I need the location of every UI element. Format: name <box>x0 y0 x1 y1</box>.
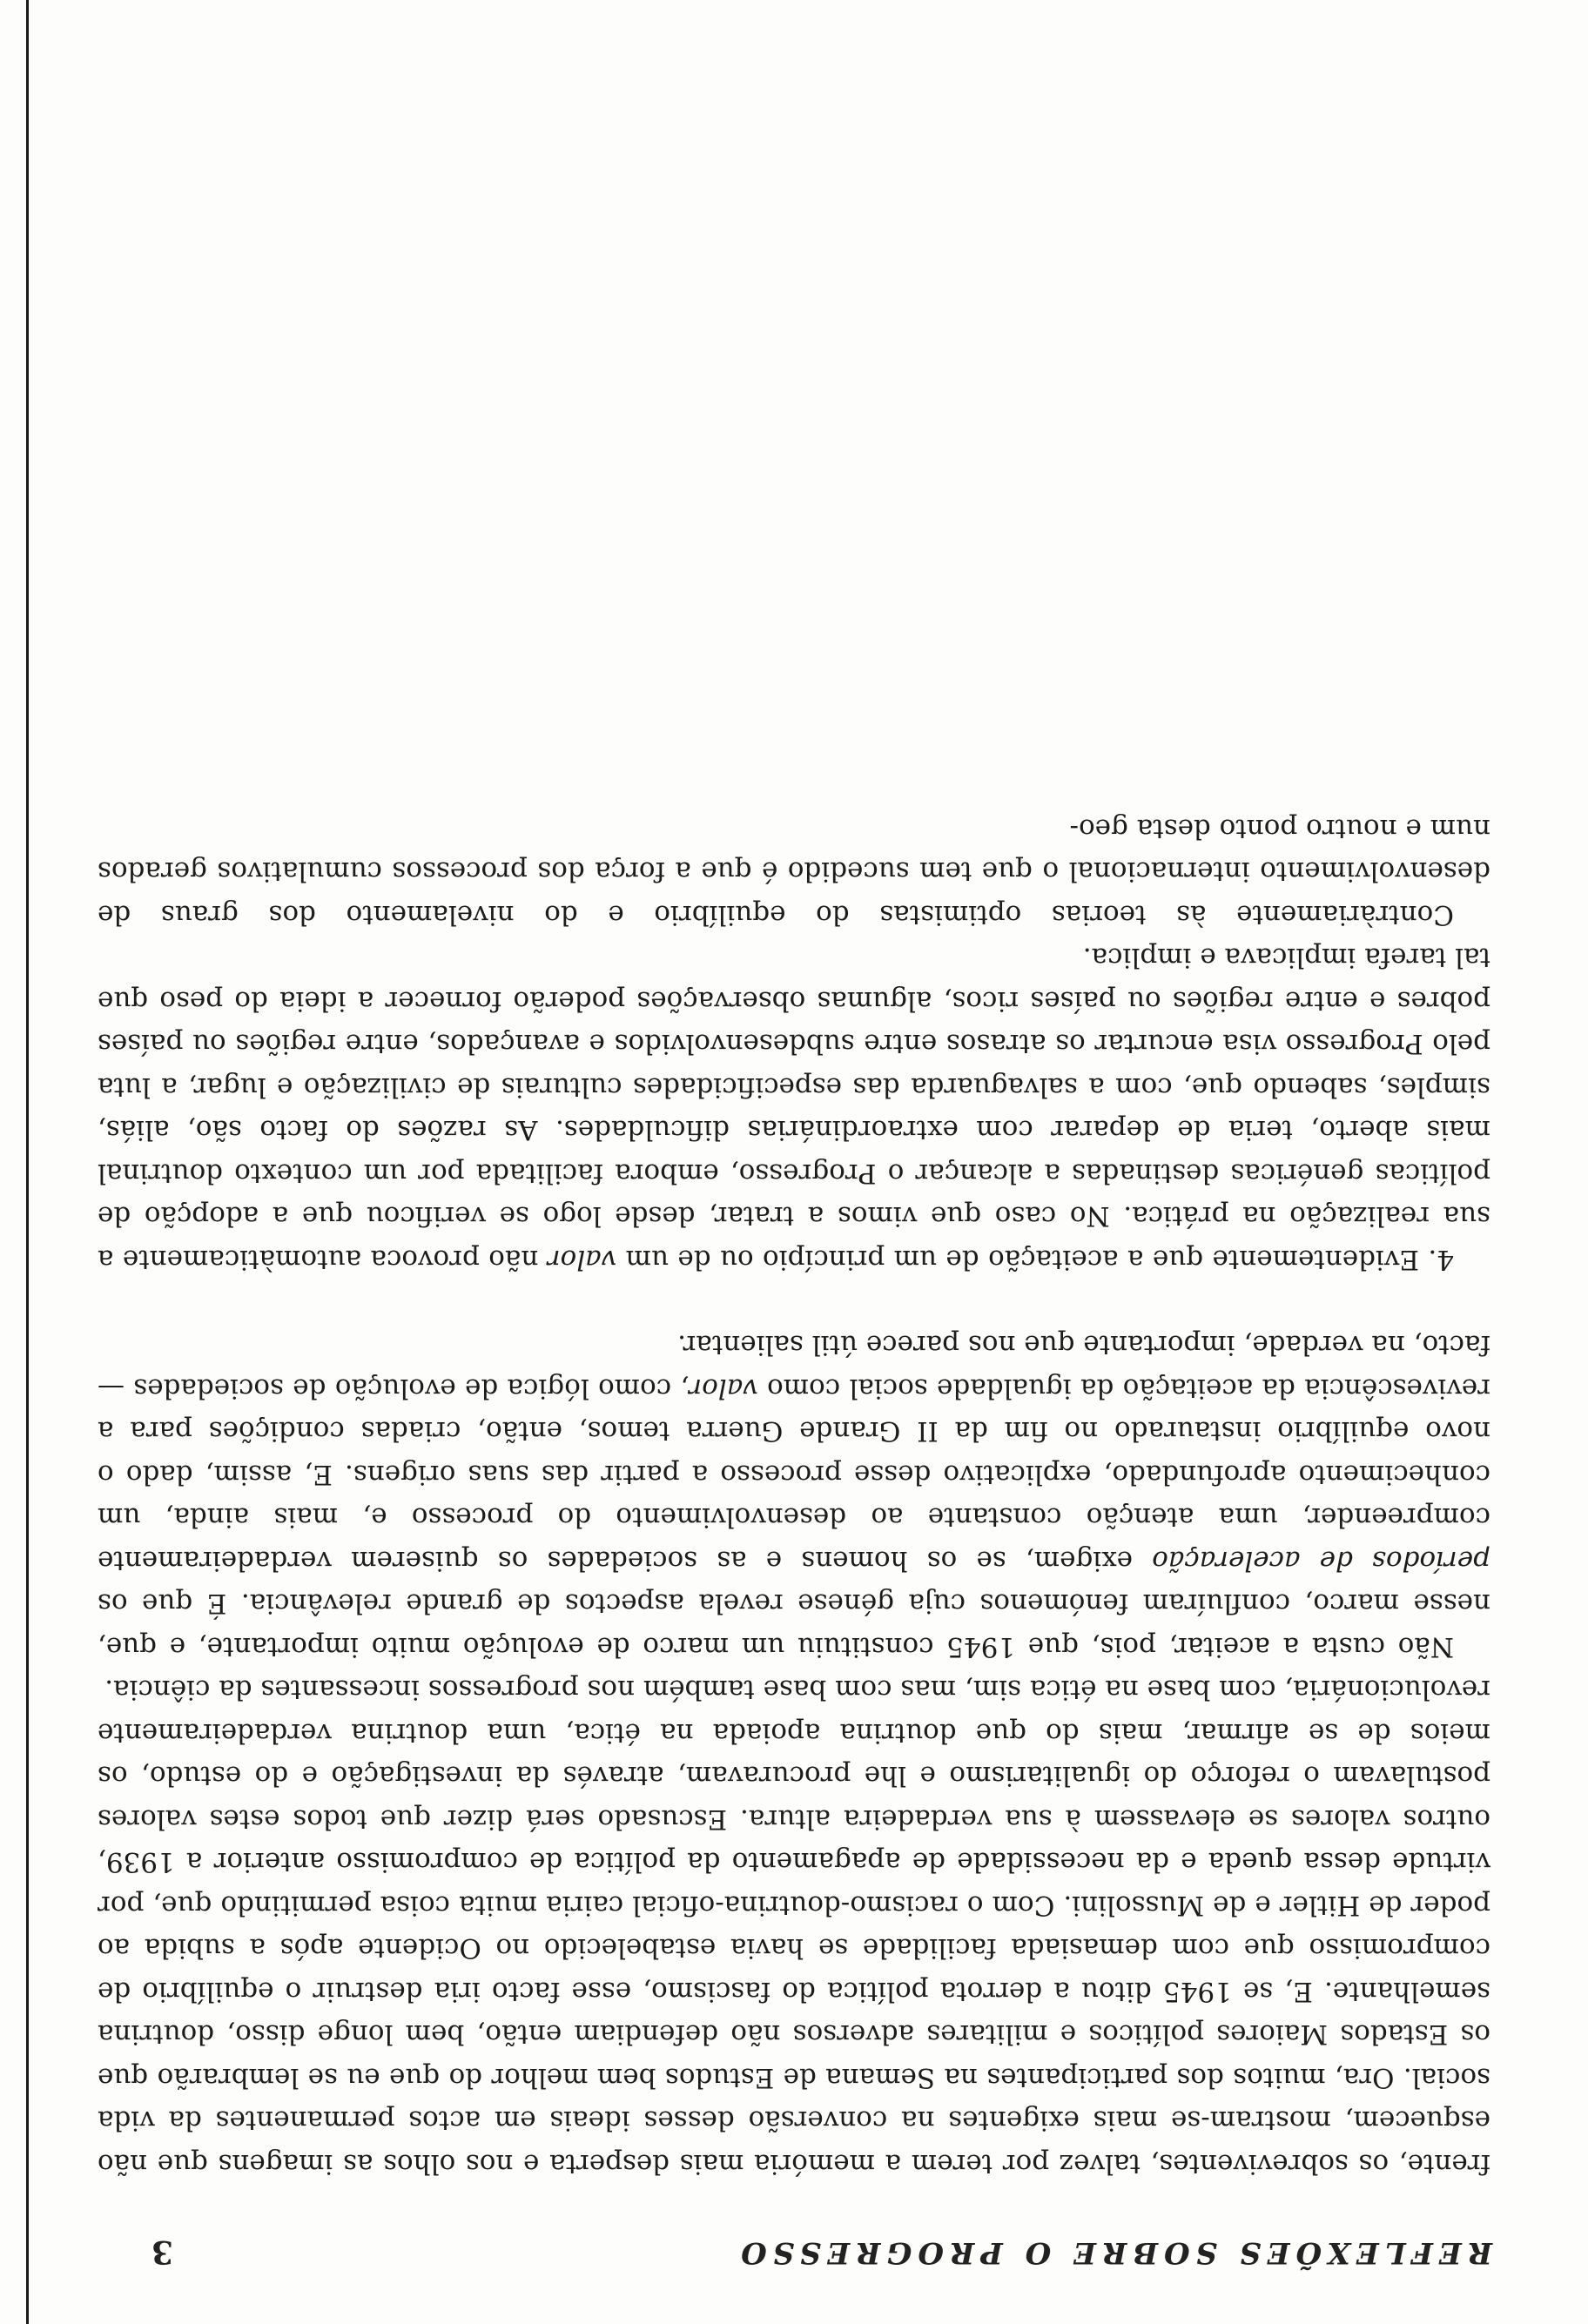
italic-term: valor <box>689 1373 758 1404</box>
text-run: Contràriamente às teorias optimistas do equilíbrio e do nivelamento dos graus de desenvolvimento internacional o que tem sucedido é que a força dos processos cumulativos gerados num e noutro ponto desta geo- <box>98 813 1490 930</box>
text-run: 4. Evidentemente que a aceitação de um princípio ou de um <box>616 1244 1454 1275</box>
paragraph-1 <box>98 1668 1490 2185</box>
paragraph-3-section-4 <box>98 936 1490 1280</box>
italic-term: períodos de aceleração <box>1152 1545 1490 1576</box>
page-binding-edge <box>26 0 29 2324</box>
text-run: , como lógica de evolução de sociedades — facto, na verdade, importante que nos parece útil salientar. <box>98 1329 1490 1404</box>
text-run: Não custa a aceitar, pois, que 1945 constituiu um marco de evolução muito importante, e que, nesse marco, confluíram fenómenos cuja génese revela aspectos de grande relevância. É que os <box>98 1588 1490 1662</box>
page-number: 3 <box>151 2233 173 2270</box>
text-run: frente, os sobreviventes, talvez por terem a memória mais desperta e nos olhos as imagens que não esquecem, mostram-se mais exigentes na conversão desses ideais em actos permanentes da vida social. Ora, muitos dos participantes na Semana de Estudos bem melhor do que eu se lembrarão que os Estados Maiores políticos e militares adversos não defendiam então, bem longe disso, doutrina semelhante. E, se 1945 ditou a derrota política do fascismo, esse facto iria destruir o equilíbrio de compromisso que com demasiada facilidade se havia estabelecido no Ocidente após a subida ao poder de Hitler e de Mussolini. Com o racismo-doutrina-oficial cairia muita coisa permitindo que, por virtude dessa queda e da necessidade de apagamento da política de compromisso anterior a 1939, outros valores se elevassem à sua verdadeira altura. Escusado será dizer que todos estes valores postulavam o reforço do igualitarismo e lhe procuravam, através da investigação e do estudo, os meios de se afirmar, mais do que doutrina apoiada na ética, uma doutrina verdadeiramente revolucionária, com base na ética sim, mas com base também nos progressos incessantes da ciência. <box>98 1674 1490 2180</box>
italic-term: valor <box>547 1244 617 1275</box>
body-text <box>98 807 1490 2186</box>
text-run: não provoca automàticamente a sua realização na prática. No caso que vimos a tratar, desde logo se verificou que a adopção de políticas genéricas destinadas a alcançar o Progresso, embora facilitada por um contexto doutrinal mais aberto, teria de deparar com extraordinárias dificuldades. As razões do facto são, aliás, simples, sabendo que, com a salvaguarda das especificidades culturais de civilização e lugar, a luta pelo Progresso visa encurtar os atrasos entre subdesenvolvidos e avançados, entre regiões ou países pobres e entre regiões ou países ricos, algumas observações poderão fornecer a ideia do peso que tal tarefa implicava e implica. <box>98 942 1490 1275</box>
text-run: exigem, se os homens e as sociedades os quiserem verdadeiramente compreender, uma atenção constante ao desenvolvimento do processo e, mais ainda, um conhecimento aprofundado, explicativo desse processo a partir das suas origens. E, assim, dado o novo equilíbrio instaurado no fim da II Grande Guerra temos, então, criadas condições para a revivescência da aceitação da igualdade social como <box>98 1373 1490 1576</box>
paragraph-4 <box>98 807 1490 937</box>
running-title: REFLEXÕES SOBRE O PROGRESSO <box>735 2235 1492 2270</box>
paragraph-2 <box>98 1323 1490 1668</box>
